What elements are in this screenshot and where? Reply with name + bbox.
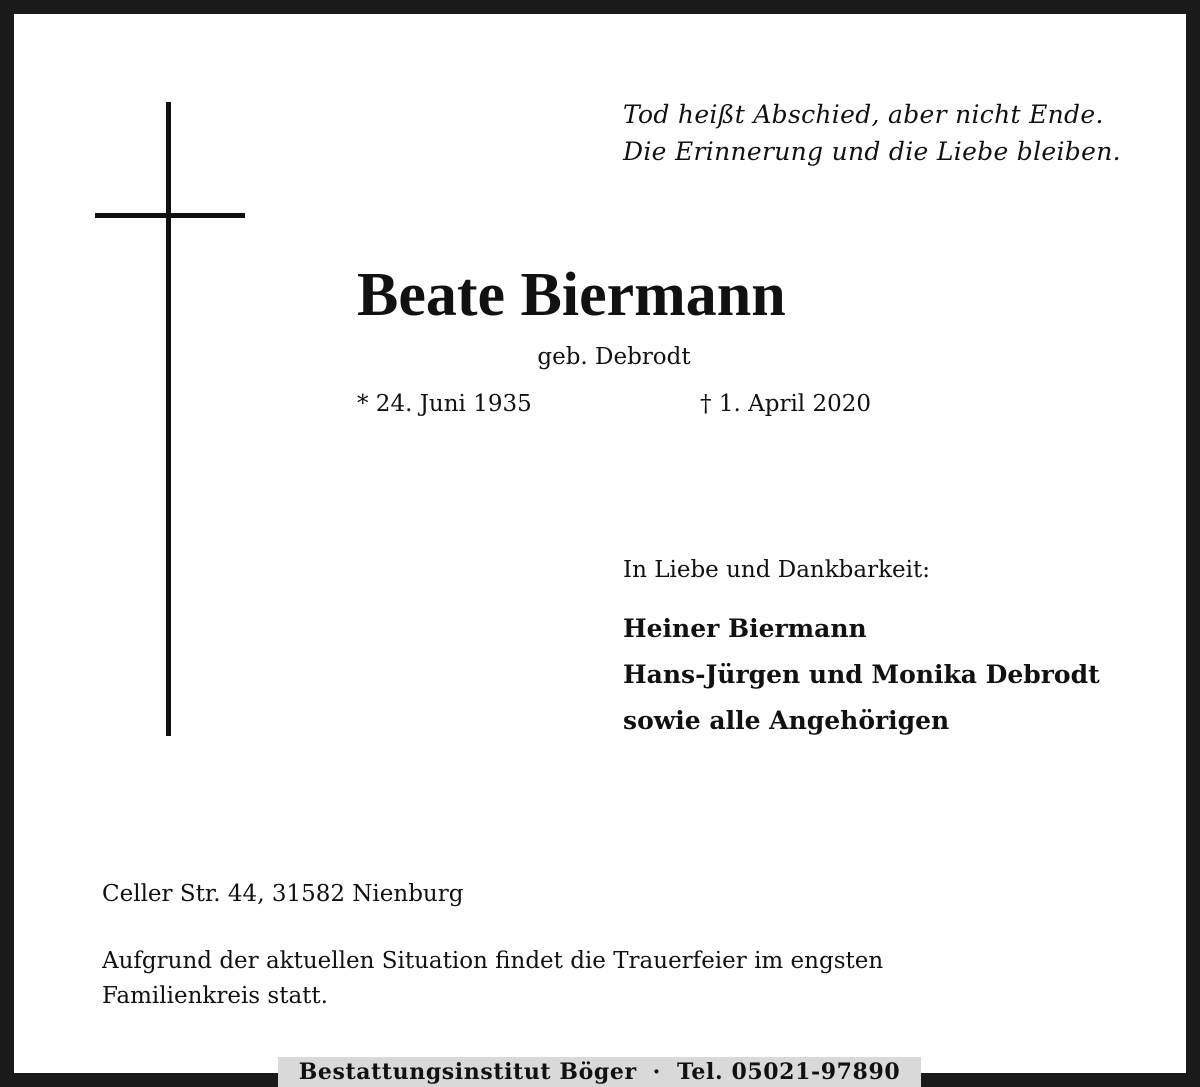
- mourner-item: Heiner Biermann: [623, 614, 867, 643]
- maiden-name: geb. Debrodt: [537, 344, 691, 370]
- funeral-notice: [102, 944, 1062, 1014]
- mourners-list: [623, 606, 1100, 744]
- undertaker-phone: Tel. 05021-97890: [676, 1059, 901, 1085]
- mourner-item: Hans-Jürgen und Monika Debrodt: [623, 660, 1100, 689]
- motto-line-2: Die Erinnerung und die Liebe bleiben.: [623, 137, 1121, 166]
- deceased-name: Beate Biermann: [357, 261, 786, 329]
- cross-horizontal-bar: [95, 213, 245, 218]
- birth-date: * 24. Juni 1935: [357, 391, 532, 417]
- motto-line-1: Tod heißt Abschied, aber nicht Ende.: [623, 100, 1104, 129]
- mourners-intro: In Liebe und Dankbarkeit:: [623, 557, 930, 583]
- undertaker-footer: [278, 1057, 921, 1087]
- motto-quote: [623, 96, 1183, 170]
- undertaker-name: Bestattungsinstitut Böger: [298, 1059, 637, 1085]
- death-date: † 1. April 2020: [700, 391, 871, 417]
- funeral-notice-line-2: Familienkreis statt.: [102, 983, 328, 1009]
- funeral-notice-line-1: Aufgrund der aktuellen Situation findet die Trauerfeier im engsten: [102, 948, 884, 974]
- family-address: Celler Str. 44, 31582 Nienburg: [102, 881, 464, 907]
- mourner-item: sowie alle Angehörigen: [623, 706, 950, 735]
- cross-vertical-bar: [166, 102, 171, 736]
- footer-separator: ·: [652, 1059, 661, 1085]
